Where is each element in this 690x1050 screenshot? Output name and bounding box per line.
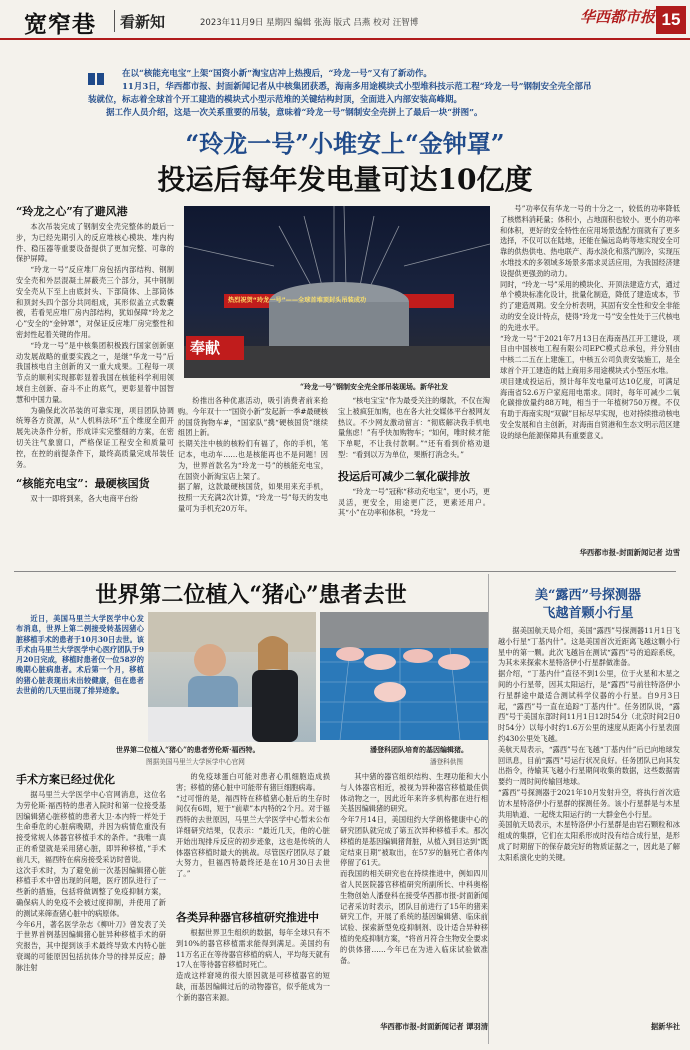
article3-text: 据美国航天局介绍，美国“露西”号探测器11月1日飞越小行星“丁基内什”。这是美国首次近距离飞越这颗小行星中的第一颗。此次飞越旨在测试“露西”号的追踪系统，为其未来探索木星特洛伊小行星群做准备。 据介绍，“丁基内什”直径不到1公里，位于火星和木星之间的小行星带，因其太阳运行，是“露西”号前往特洛伊小行星群途中最适合测试科学仪器的小行星。自9月3日起，“露西”号一直在追踪“丁基内什”。任务团队说，“露西”号于美国东部时间11月1日12时54分（北京时间2日0时54分）以每小时约1.6万公里的速度从距离小行星表面约430公里处飞越。 美航天局表示，“露西”号在飞越“丁基内什”后已向地球发回讯息，目前“露西”号运行状况良好。任务团队已向其发出指令，待输其飞越小行星期间收集的数据，这些数据需要约一周时间传输回地球。 “露西”号探测器于2021年10月发射升空，将执行首次造访木星特洛伊小行星群的探测任务。该小行星群是与木星共用轨道、一起绕太阳运行的一大群金色小行星。 美国航天局表示，木星特洛伊小行星群是由岩石颗粒和冰组成的集群，它们在太阳系形成时没有结合成行星，是形成了时期留下的保存最完好的物质证据之一，因此是了解太阳系演化史的关键。 [498, 626, 680, 862]
article1-col3-text2: “玲龙一号”冠称“移动充电宝”，更小巧，更灵活，更安全，用途更广泛，更素还用户。其“小”在功率和体积，“玲龙一 [338, 486, 490, 518]
lead-line-4: 据工作人员介绍，这是一次关系重要的吊装，意味着“玲龙一号”钢制安全壳拼上了最后一块“拼图”。 [106, 108, 483, 118]
pig-photo-caption: 潘登科团队培育的基因编辑猪。 [370, 745, 468, 754]
masthead [0, 0, 690, 40]
paper-logo: 华西都市报 [580, 8, 656, 26]
article2-col2 [176, 772, 330, 1004]
article2-byline: 华西都市报-封面新闻记者 谭羽清 [380, 1022, 488, 1031]
patient-photo-credit: 图据美国马里兰大学医学中心官网 [146, 758, 245, 766]
pig-photo-credit: 潘登科供图 [430, 758, 463, 766]
dateline: 2023年11月9日 星期四 编辑 张海 版式 吕燕 校对 汪智博 [200, 18, 419, 28]
article1-p1: 本次吊装完成了钢制安全壳完整体的最后一步，为已经先期引入的反应堆核心模块、堆内构件、稳压器等重要设备提供了更加完整、可靠的保护屏障。 [16, 222, 174, 264]
article2-col3: 其中猪的器官组织结构、生理功能和大小与人体器官相近，被视为异种器官移植最佳供体动物之一，因此近年来许多机构都在进行相关基因编辑猪的研究。 今年7月14日，美国纽约大学朗格健康中心的研究团队就完成了第五次异种移植手术。那次移植的是基因编辑猪肾脏，从植入到目达到“既定结束日期”被取出，在57岁的脑死亡者体内停留了61天。 而我国的相关研究也在持续推进中，例如四川省人民医院器官移植研究所副所长、中科奥格生物创始人潘登科在接受华西都市报-封面新闻记者采访时表示，团队目前进行了15年的猪来研究工作，开展了系统的基因编辑猪、临床前试验、探索新型免疫抑制剂、设计适合异种移植的免疫抑制方案，“将首月符合生物安全要求的供体猪……今年已在为进入临床试验做准备。 [340, 772, 488, 965]
section-divider [114, 10, 115, 32]
article1-col3-text: “核电宝宝”作为最受关注的爆款，不仅在淘宝上被疯狂加购，也在各大社交媒体平台被网友热议。不少网友激动留言：“彻底解决我手机电量焦虑！”有乎快加购物车；“如何，唯时候才能下单呢，不让我付款啊。”“还有看到价格劝退型：“看到以万为单位，果断打消念头。” [338, 396, 490, 459]
article1-section-1: “玲龙之心”有了避风港 [16, 205, 128, 218]
right-column-rule [488, 574, 489, 1044]
quote-mark-icon [88, 70, 106, 84]
article1-col1 [16, 204, 174, 505]
reactor-photo-caption: “玲龙一号”钢制安全壳全部吊装现场。新华社发 [300, 382, 449, 391]
lead-line-2: 11月3日，华西都市报、封面新闻记者从中核集团获悉，海南多用途模块式小型堆科技示范工程“玲龙一号”钢制安全壳全部吊 [122, 82, 592, 92]
article2-col1-text: 据马里兰大学医学中心官网消息，这位名为劳伦斯·福西特的患者入院时和第一位接受基因编辑猪心脏移植的患者大卫·本内特一样处于生命垂危的心脏病晚期，并因为病情危重没有接受常规人体器官移植手术的条件。“我唯一真正的希望就是采用猪心脏，即异种移植，”手术前几天，福西特在病房接受采访时曾说。 这次手术时，为了避免前一次基因编辑猪心脏移植手术中曾出现的问题，医疗团队进行了一些新的措施，包括将做调整了免疫抑制方案，确保病人的免疫不会被过度抑制，并使用了新的测试来筛查猪心脏中的病原体。 今年6月，著名医学杂志《柳叶刀》曾发表了关于世界首例基因编辑猪心脏异种移植手术的研究报告，其中提到该手术最终导致术内特心脏衰竭的可能原因包括抗体介导的排异反应；静脉注射 [16, 790, 166, 972]
lead-block [88, 68, 598, 120]
article3-title-1: 美“露西”号探测器 [535, 588, 641, 603]
article2-col1 [16, 772, 166, 1050]
patient-photo [148, 612, 316, 742]
article1-section-2: “核能充电宝”：最硬核国货 [16, 477, 150, 491]
article2-lead: 近日，美国马里兰大学医学中心发布消息，世界上第二例接受转基因猪心脏移植手术的患者于10月30日去世。该手术由马里兰大学医学中心医疗团队于9月20日完成，移植时患者仅一位58岁的晚期心脏病患者。术后第一个月，移植的猪心脏表现出未出较健康，但在患者去世前的几天里出现了排异迹象。 [16, 614, 144, 696]
article1-col4: 号”功率仅有华龙一号的十分之一，较低的功率降低了核燃料消耗量；体积小，占地面积也较小。更小的功率和体积，更好的安全特性在应用场景选配方面就有了更多选择，不仅可以在陆地，还能在偏远岛屿等地实现安全可靠的供热供电、热电联产、海水淡化和蒸汽制冷，实现压水堆技术的多领域多场景多需求灵活应用，为我国经济建设提供更强劲的动力。 同时，“玲龙一号”采用的模块化、开顶法建造方式，通过单个模块标准化设计，批量化制造，降低了建造成本，节约了建造周期。安全分析表明，其固有安全性和安全非能动的安全设计特点，使得“玲龙一号”安全性处于三代核电的先进水平。 “玲龙一号”于2021年7月13日在海南昌江开工建设，项目由中国核电工程有限公司EPC模式总承包，并分别由中核二二五在上建施工，中核五公司负责安装施工，是全球首个开工建造的陆上商用多用途模块式小型压水堆。 项目建成投运后，预计每年发电量可达10亿度，可满足海南省52.6万户家庭用电需求。同时，每年可减少二氧化碳排放量约88万吨，相当于一年植树750万棵。不仅有助于海南实现“双碳”目标尽早实现，也对持续推动核电安全发展和自主创新，对海南自贸港和生态文明示范区建设的绿色能源保障具有重要意义。 [500, 204, 680, 440]
article1-p2: “玲龙一号”反应堆厂房包括内部结构、钢制安全壳和外层混凝土屏蔽壳三个部分，其中钢制安全壳从下至上由底封头、下部筒体、上部筒体和顶封头四个部分共同组成，其形似盖立式数囊被，若看见应堆厂房内部结构，犹如保障“玲龙之心”安全的“金钟罩”，对保证反应堆厂房完整性和密封性起着关键的作用。 [16, 265, 174, 339]
section-label: 宽窄巷 [24, 11, 96, 38]
lead-line-3: 装就位，标志着全球首个开工建造的模块式小型示范堆的关键结构封顶，全面进入内部安装高峰期。 [88, 95, 463, 105]
article2-col2-text: 的免疫球蛋白可能对患者心肌细胞造成损害；移植的猪心脏中可能带有猪巨细胞病毒。 “过可惜的是，福西特在移植猪心脏后的生存时间仅有6周，短于“前辈”本内特的2个月。对于福西特的去世原因，马里兰大学医学中心暂未公布详细研究结果，仅表示：“最近几天，他的心脏开始出现排斥反应的初步迹象，这也是传统的人体器官移植时最大的挑战。尽管医疗团队尽了最大努力，但福西特最终还是在10月30日去世了。” [176, 772, 330, 879]
article3-byline: 据新华社 [650, 1022, 680, 1031]
article3-title-2: 飞越首颗小行星 [542, 606, 634, 621]
reactor-photo [184, 206, 490, 378]
article1-section-3: 投运后可减少二氧化碳排放 [338, 469, 470, 483]
article1-title: “玲龙一号”小堆安上“金钟罩” [185, 129, 505, 158]
column-label: 看新知 [120, 13, 166, 31]
article1-p3: “玲龙一号”是中核集团积极践行国家创新驱动发展战略的重要实践之一，是继“华龙一号”后我国核电自主创新的又一重大成果。工程每一项节点的顺利实现都彰显着我国在核能科学利用领域自主创新、奋斗不止的底气，更彰显着中国智慧和中国力量。 [16, 340, 174, 404]
article1-p5: 双十一即将到来，各大电商平台纷 [30, 494, 139, 504]
page-number: 15 [656, 6, 686, 34]
photo-tag: 奉献 [190, 339, 221, 357]
pig-photo-art [320, 612, 488, 740]
article1-p4: 为确保此次吊装的可靠实现，项目团队协调统筹各方资源，从“人机料法环”五个维度全面开展先决条件分析，形成详实完整细的方案，在密切关注气象窗口，严格保证工程安全和质量可控，在控的前提条件下，最终高质量完成吊装任务。 [16, 405, 174, 469]
photo-banner: 热烈祝贺“玲龙一号”——全球首堆顶封头吊装成功 [228, 297, 367, 304]
article2-title: 世界第二位植入“猪心”患者去世 [95, 582, 407, 608]
pig-photo [320, 612, 488, 740]
article2-col2-text2: 根据世界卫生组织的数据，每年全球只有不到10%的器官移植需求能得到满足。美国约有11万名正在等待器官移植的病人，平均每天就有17人在等待器官移植时死亡。 造成这样窘境的很大原因就是可移植器官的短缺，而基因编辑过后的动物器官，似乎能成为一个新的器官来源。 [176, 928, 330, 1002]
lead-line-1: 在以“核能充电宝”上架“国资小新”淘宝店冲上热搜后，“玲龙一号”又有了新动作。 [122, 69, 432, 79]
reactor-photo-art [184, 206, 490, 378]
article2-section-1: 手术方案已经过优化 [16, 773, 115, 786]
article1-col3 [338, 396, 490, 519]
article1-subtitle: 投运后每年发电量可达10亿度 [157, 163, 533, 196]
article2-section-2: 各类异种器官移植研究推进中 [176, 911, 319, 924]
article1-col2: 纷推出各种优惠活动，吸引消费者前来抢购。今年双十一“国资小新”发起新一季#最硬核的国货狗物车#，“国家队”携“硬核国货”继续组团上新。 长期关注中核的核粉们有福了，你的手机，笔记本，电动车……也是核能再也不是问题！因为，世界首款名为“玲龙一号”的核能充电宝，在国资小新淘宝店上架了。 据了解，这款最硬核国货，如果用来充手机，按照一天充满2次计算，“玲龙一号”每天的发电量可为手机充20万年。 [178, 396, 328, 513]
section-rule [14, 571, 676, 572]
article1-byline: 华西都市报-封面新闻记者 边雪 [579, 548, 680, 557]
patient-photo-caption: 世界第二位植入“猪心”的患者劳伦斯·福西特。 [116, 745, 260, 754]
patient-photo-art [148, 612, 316, 742]
